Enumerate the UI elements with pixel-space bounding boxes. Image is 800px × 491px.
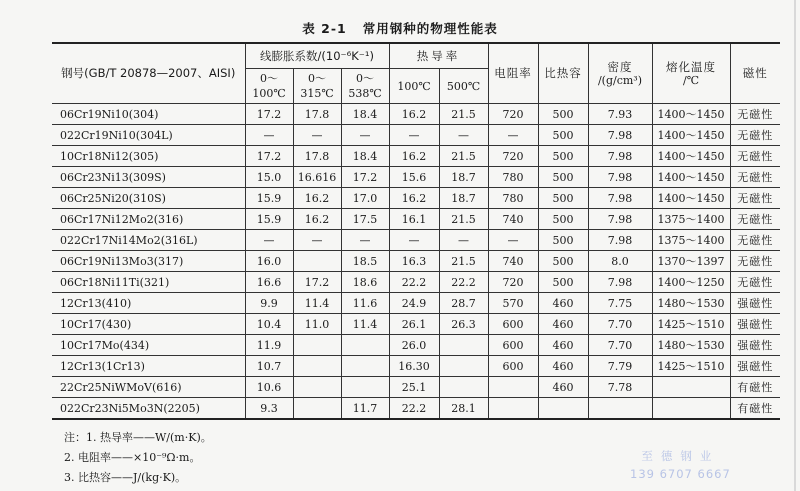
table-row xyxy=(52,251,780,272)
cell-density: 7.98 xyxy=(588,272,652,293)
cell-melting: 1400～1450 xyxy=(652,125,730,146)
cell-grade: 022Cr19Ni10(304L) xyxy=(52,125,245,146)
header-specific-heat: 比热容 xyxy=(538,43,588,104)
table-row xyxy=(52,293,780,314)
cell-te100: 15.9 xyxy=(245,188,293,209)
cell-magnetism: 无磁性 xyxy=(730,146,780,167)
cell-tc100: 16.2 xyxy=(389,146,439,167)
cell-grade: 06Cr23Ni13(309S) xyxy=(52,167,245,188)
cell-resistivity: 780 xyxy=(488,167,538,188)
table-row xyxy=(52,377,780,398)
cell-resistivity xyxy=(488,377,538,398)
cell-te538: 11.6 xyxy=(341,293,389,314)
cell-magnetism: 有磁性 xyxy=(730,377,780,398)
cell-te538: 11.4 xyxy=(341,314,389,335)
cell-melting: 1370～1397 xyxy=(652,251,730,272)
cell-te538: 18.6 xyxy=(341,272,389,293)
cell-te315: 17.2 xyxy=(293,272,341,293)
cell-te538: 18.4 xyxy=(341,104,389,125)
cell-tc100: — xyxy=(389,125,439,146)
header-te-315-l2: 315℃ xyxy=(300,87,334,100)
cell-tc500: 21.5 xyxy=(439,104,488,125)
cell-magnetism: 无磁性 xyxy=(730,125,780,146)
cell-melting: 1400～1450 xyxy=(652,167,730,188)
header-density-unit: /(g/cm³) xyxy=(597,73,643,87)
cell-melting: 1425～1510 xyxy=(652,356,730,377)
header-melting-label: 熔化温度 xyxy=(666,59,716,74)
cell-tc500: 21.5 xyxy=(439,209,488,230)
cell-te315 xyxy=(293,398,341,420)
cell-tc100: 15.6 xyxy=(389,167,439,188)
header-melting xyxy=(652,43,730,104)
cell-resistivity: — xyxy=(488,230,538,251)
watermark-phone: 139 6707 6667 xyxy=(630,467,731,481)
cell-te100: 15.9 xyxy=(245,209,293,230)
header-density xyxy=(588,43,652,104)
table-row xyxy=(52,356,780,377)
cell-tc500 xyxy=(439,377,488,398)
cell-density: 7.98 xyxy=(588,188,652,209)
cell-te315: 17.8 xyxy=(293,104,341,125)
cell-resistivity: 780 xyxy=(488,188,538,209)
cell-magnetism: 有磁性 xyxy=(730,398,780,420)
cell-density xyxy=(588,398,652,420)
cell-specific-heat: 500 xyxy=(538,272,588,293)
cell-magnetism: 强磁性 xyxy=(730,293,780,314)
cell-specific-heat: 500 xyxy=(538,209,588,230)
cell-te315: — xyxy=(293,125,341,146)
cell-grade: 22Cr25NiWMoV(616) xyxy=(52,377,245,398)
cell-te538: 17.0 xyxy=(341,188,389,209)
cell-te538: 18.4 xyxy=(341,146,389,167)
cell-te538 xyxy=(341,356,389,377)
cell-tc100: 16.1 xyxy=(389,209,439,230)
cell-te315: 16.2 xyxy=(293,188,341,209)
note-1: 注：1. 热导率——W/(m·K)。 xyxy=(64,431,212,444)
page-edge xyxy=(794,0,796,491)
cell-resistivity: 720 xyxy=(488,104,538,125)
cell-tc500 xyxy=(439,335,488,356)
cell-tc500: — xyxy=(439,230,488,251)
cell-resistivity: 720 xyxy=(488,146,538,167)
cell-resistivity: 740 xyxy=(488,209,538,230)
cell-melting: 1425～1510 xyxy=(652,314,730,335)
cell-tc100: 22.2 xyxy=(389,398,439,420)
cell-magnetism: 无磁性 xyxy=(730,209,780,230)
cell-tc100: 16.3 xyxy=(389,251,439,272)
cell-tc100: 22.2 xyxy=(389,272,439,293)
cell-density: 7.93 xyxy=(588,104,652,125)
cell-tc500: 28.1 xyxy=(439,398,488,420)
cell-tc100: 24.9 xyxy=(389,293,439,314)
cell-te100: 16.0 xyxy=(245,251,293,272)
cell-te538: 17.2 xyxy=(341,167,389,188)
note-2: 2. 电阻率——×10⁻⁹Ω·m。 xyxy=(64,451,201,464)
cell-te315: 16.2 xyxy=(293,209,341,230)
cell-te100: 17.2 xyxy=(245,146,293,167)
cell-tc500 xyxy=(439,356,488,377)
cell-tc100: 26.0 xyxy=(389,335,439,356)
cell-tc500: 28.7 xyxy=(439,293,488,314)
table-title xyxy=(0,19,800,37)
cell-te315 xyxy=(293,377,341,398)
cell-density: 7.98 xyxy=(588,167,652,188)
cell-te538: — xyxy=(341,125,389,146)
cell-magnetism: 无磁性 xyxy=(730,272,780,293)
cell-te100: 15.0 xyxy=(245,167,293,188)
cell-tc100: 16.2 xyxy=(389,188,439,209)
cell-tc500: 21.5 xyxy=(439,251,488,272)
cell-specific-heat: 460 xyxy=(538,314,588,335)
cell-tc100: 26.1 xyxy=(389,314,439,335)
cell-grade: 12Cr13(1Cr13) xyxy=(52,356,245,377)
cell-density: 7.75 xyxy=(588,293,652,314)
header-density-label: 密度 xyxy=(607,59,633,74)
cell-resistivity: 600 xyxy=(488,335,538,356)
table-row xyxy=(52,398,780,420)
cell-te315 xyxy=(293,356,341,377)
cell-tc100: 16.30 xyxy=(389,356,439,377)
cell-specific-heat: 500 xyxy=(538,230,588,251)
cell-te100: 17.2 xyxy=(245,104,293,125)
cell-tc100: — xyxy=(389,230,439,251)
table-title-text: 常用钢种的物理性能表 xyxy=(362,21,498,36)
cell-tc500: 18.7 xyxy=(439,188,488,209)
header-te-100-l1: 0～ xyxy=(260,72,278,85)
cell-te100: 10.6 xyxy=(245,377,293,398)
cell-grade: 022Cr23Ni5Mo3N(2205) xyxy=(52,398,245,420)
cell-grade: 12Cr13(410) xyxy=(52,293,245,314)
table-row xyxy=(52,314,780,335)
header-tc-500: 500℃ xyxy=(439,69,488,104)
cell-magnetism: 无磁性 xyxy=(730,188,780,209)
cell-specific-heat: 500 xyxy=(538,167,588,188)
cell-density: 7.79 xyxy=(588,356,652,377)
cell-melting: 1375～1400 xyxy=(652,209,730,230)
cell-grade: 06Cr25Ni20(310S) xyxy=(52,188,245,209)
cell-te538: — xyxy=(341,230,389,251)
cell-tc500: 26.3 xyxy=(439,314,488,335)
cell-te100: 9.3 xyxy=(245,398,293,420)
header-thermal-expansion: 线膨胀系数/(10⁻⁶K⁻¹) xyxy=(245,43,389,69)
cell-tc500: — xyxy=(439,125,488,146)
cell-specific-heat: 460 xyxy=(538,335,588,356)
cell-specific-heat: 460 xyxy=(538,293,588,314)
cell-density: 7.70 xyxy=(588,335,652,356)
table-number: 表 2-1 xyxy=(302,21,347,36)
header-melting-unit: /℃ xyxy=(682,73,699,87)
cell-resistivity: 570 xyxy=(488,293,538,314)
header-te-100 xyxy=(245,69,293,104)
cell-resistivity: 720 xyxy=(488,272,538,293)
header-te-315 xyxy=(293,69,341,104)
cell-te538: 17.5 xyxy=(341,209,389,230)
cell-melting: 1375～1400 xyxy=(652,230,730,251)
table-row xyxy=(52,125,780,146)
cell-grade: 06Cr18Ni11Ti(321) xyxy=(52,272,245,293)
cell-melting: 1400～1450 xyxy=(652,146,730,167)
cell-magnetism: 无磁性 xyxy=(730,104,780,125)
note-3: 3. 比热容——J/(kg·K)。 xyxy=(64,471,187,484)
cell-specific-heat xyxy=(538,398,588,420)
cell-specific-heat: 460 xyxy=(538,377,588,398)
physical-properties-table xyxy=(52,42,780,420)
header-te-538 xyxy=(341,69,389,104)
cell-magnetism: 强磁性 xyxy=(730,356,780,377)
header-tc-100: 100℃ xyxy=(389,69,439,104)
watermark-company: 至德钢业 xyxy=(641,449,720,463)
cell-density: 7.98 xyxy=(588,146,652,167)
cell-te538: 11.7 xyxy=(341,398,389,420)
cell-resistivity: 740 xyxy=(488,251,538,272)
cell-te100: 10.7 xyxy=(245,356,293,377)
cell-grade: 022Cr17Ni14Mo2(316L) xyxy=(52,230,245,251)
cell-density: 8.0 xyxy=(588,251,652,272)
header-te-100-l2: 100℃ xyxy=(252,87,286,100)
cell-te315: 11.0 xyxy=(293,314,341,335)
cell-specific-heat: 500 xyxy=(538,125,588,146)
cell-melting: 1480～1530 xyxy=(652,335,730,356)
cell-density: 7.98 xyxy=(588,125,652,146)
cell-density: 7.98 xyxy=(588,230,652,251)
cell-te315: 11.4 xyxy=(293,293,341,314)
cell-melting: 1400～1450 xyxy=(652,188,730,209)
cell-magnetism: 强磁性 xyxy=(730,314,780,335)
table-row xyxy=(52,146,780,167)
cell-te538 xyxy=(341,377,389,398)
cell-grade: 10Cr17Mo(434) xyxy=(52,335,245,356)
cell-melting xyxy=(652,377,730,398)
cell-te100: 10.4 xyxy=(245,314,293,335)
table-body xyxy=(52,104,780,420)
cell-te100: 16.6 xyxy=(245,272,293,293)
table-row xyxy=(52,230,780,251)
cell-te100: 11.9 xyxy=(245,335,293,356)
cell-te315: 17.8 xyxy=(293,146,341,167)
cell-te315: 16.616 xyxy=(293,167,341,188)
cell-specific-heat: 500 xyxy=(538,146,588,167)
cell-tc500: 21.5 xyxy=(439,146,488,167)
header-magnetism: 磁性 xyxy=(730,43,780,104)
cell-density: 7.70 xyxy=(588,314,652,335)
cell-magnetism: 无磁性 xyxy=(730,230,780,251)
cell-tc500: 22.2 xyxy=(439,272,488,293)
cell-density: 7.98 xyxy=(588,209,652,230)
header-te-538-l2: 538℃ xyxy=(348,87,382,100)
cell-te100: — xyxy=(245,125,293,146)
cell-grade: 06Cr17Ni12Mo2(316) xyxy=(52,209,245,230)
cell-magnetism: 强磁性 xyxy=(730,335,780,356)
table-row xyxy=(52,209,780,230)
table-row xyxy=(52,167,780,188)
cell-specific-heat: 500 xyxy=(538,251,588,272)
header-thermal-conductivity: 热导率 xyxy=(389,43,488,69)
watermark xyxy=(630,447,731,483)
cell-grade: 06Cr19Ni13Mo3(317) xyxy=(52,251,245,272)
cell-tc500: 18.7 xyxy=(439,167,488,188)
cell-melting xyxy=(652,398,730,420)
cell-te315 xyxy=(293,251,341,272)
cell-density: 7.78 xyxy=(588,377,652,398)
cell-melting: 1480～1530 xyxy=(652,293,730,314)
cell-te538: 18.5 xyxy=(341,251,389,272)
header-te-315-l1: 0～ xyxy=(308,72,326,85)
cell-resistivity xyxy=(488,398,538,420)
cell-te315 xyxy=(293,335,341,356)
table-row xyxy=(52,188,780,209)
cell-grade: 10Cr17(430) xyxy=(52,314,245,335)
cell-resistivity: 600 xyxy=(488,314,538,335)
cell-magnetism: 无磁性 xyxy=(730,167,780,188)
cell-tc100: 25.1 xyxy=(389,377,439,398)
cell-grade: 10Cr18Ni12(305) xyxy=(52,146,245,167)
cell-te100: — xyxy=(245,230,293,251)
cell-te100: 9.9 xyxy=(245,293,293,314)
table-row xyxy=(52,104,780,125)
cell-magnetism: 无磁性 xyxy=(730,251,780,272)
cell-resistivity: — xyxy=(488,125,538,146)
cell-specific-heat: 500 xyxy=(538,188,588,209)
cell-specific-heat: 500 xyxy=(538,104,588,125)
header-resistivity: 电阻率 xyxy=(488,43,538,104)
cell-melting: 1400～1250 xyxy=(652,272,730,293)
cell-grade: 06Cr19Ni10(304) xyxy=(52,104,245,125)
cell-te315: — xyxy=(293,230,341,251)
cell-te538 xyxy=(341,335,389,356)
cell-melting: 1400～1450 xyxy=(652,104,730,125)
header-te-538-l1: 0～ xyxy=(356,72,374,85)
table-notes xyxy=(52,428,212,488)
table-row xyxy=(52,272,780,293)
cell-specific-heat: 460 xyxy=(538,356,588,377)
cell-resistivity: 600 xyxy=(488,356,538,377)
cell-tc100: 16.2 xyxy=(389,104,439,125)
header-grade: 钢号(GB/T 20878—2007、AISI) xyxy=(52,43,245,104)
table-row xyxy=(52,335,780,356)
